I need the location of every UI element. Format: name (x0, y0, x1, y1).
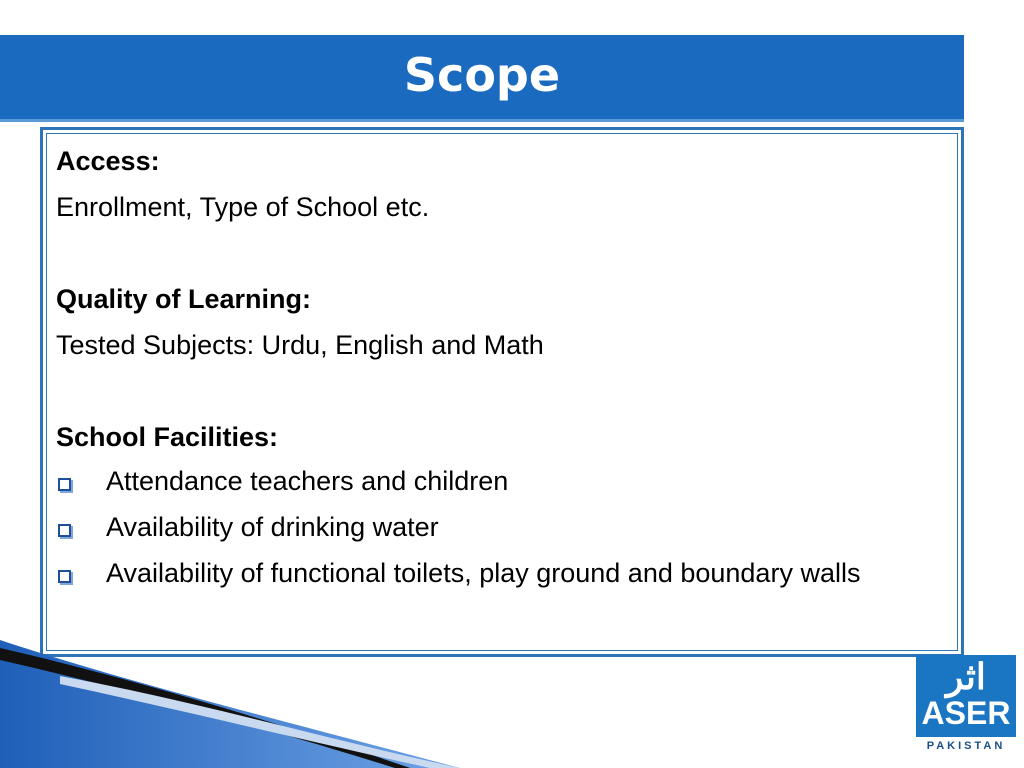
spacer (56, 230, 951, 276)
checkbox-bullet-icon (58, 570, 71, 583)
decorative-swoosh (0, 640, 460, 768)
bullet-text: Attendance teachers and children (106, 466, 509, 496)
access-text: Enrollment, Type of School etc. (56, 192, 430, 222)
checkbox-bullet-icon (58, 524, 71, 537)
logo-country-text: PAKISTAN (916, 737, 1016, 755)
bullet-text: Availability of drinking water (106, 512, 439, 542)
slide-title: Scope (403, 48, 561, 102)
content-box (40, 127, 964, 657)
facilities-heading: School Facilities: (56, 422, 279, 452)
logo-urdu-text: اثر (946, 656, 986, 697)
quality-heading: Quality of Learning: (56, 284, 312, 314)
logo-aser-text: ASER (921, 695, 1011, 731)
bullet-item (56, 506, 951, 548)
spacer (56, 368, 951, 414)
access-heading: Access: (56, 146, 160, 176)
bullet-text: Availability of functional toilets, play ground and boundary walls (106, 558, 861, 588)
aser-pakistan-logo (916, 655, 1016, 755)
bullet-item (56, 460, 951, 502)
quality-text: Tested Subjects: Urdu, English and Math (56, 330, 544, 360)
bullet-item (56, 552, 951, 594)
checkbox-bullet-icon (58, 478, 71, 491)
title-bar (0, 35, 964, 122)
content-body (56, 138, 951, 594)
